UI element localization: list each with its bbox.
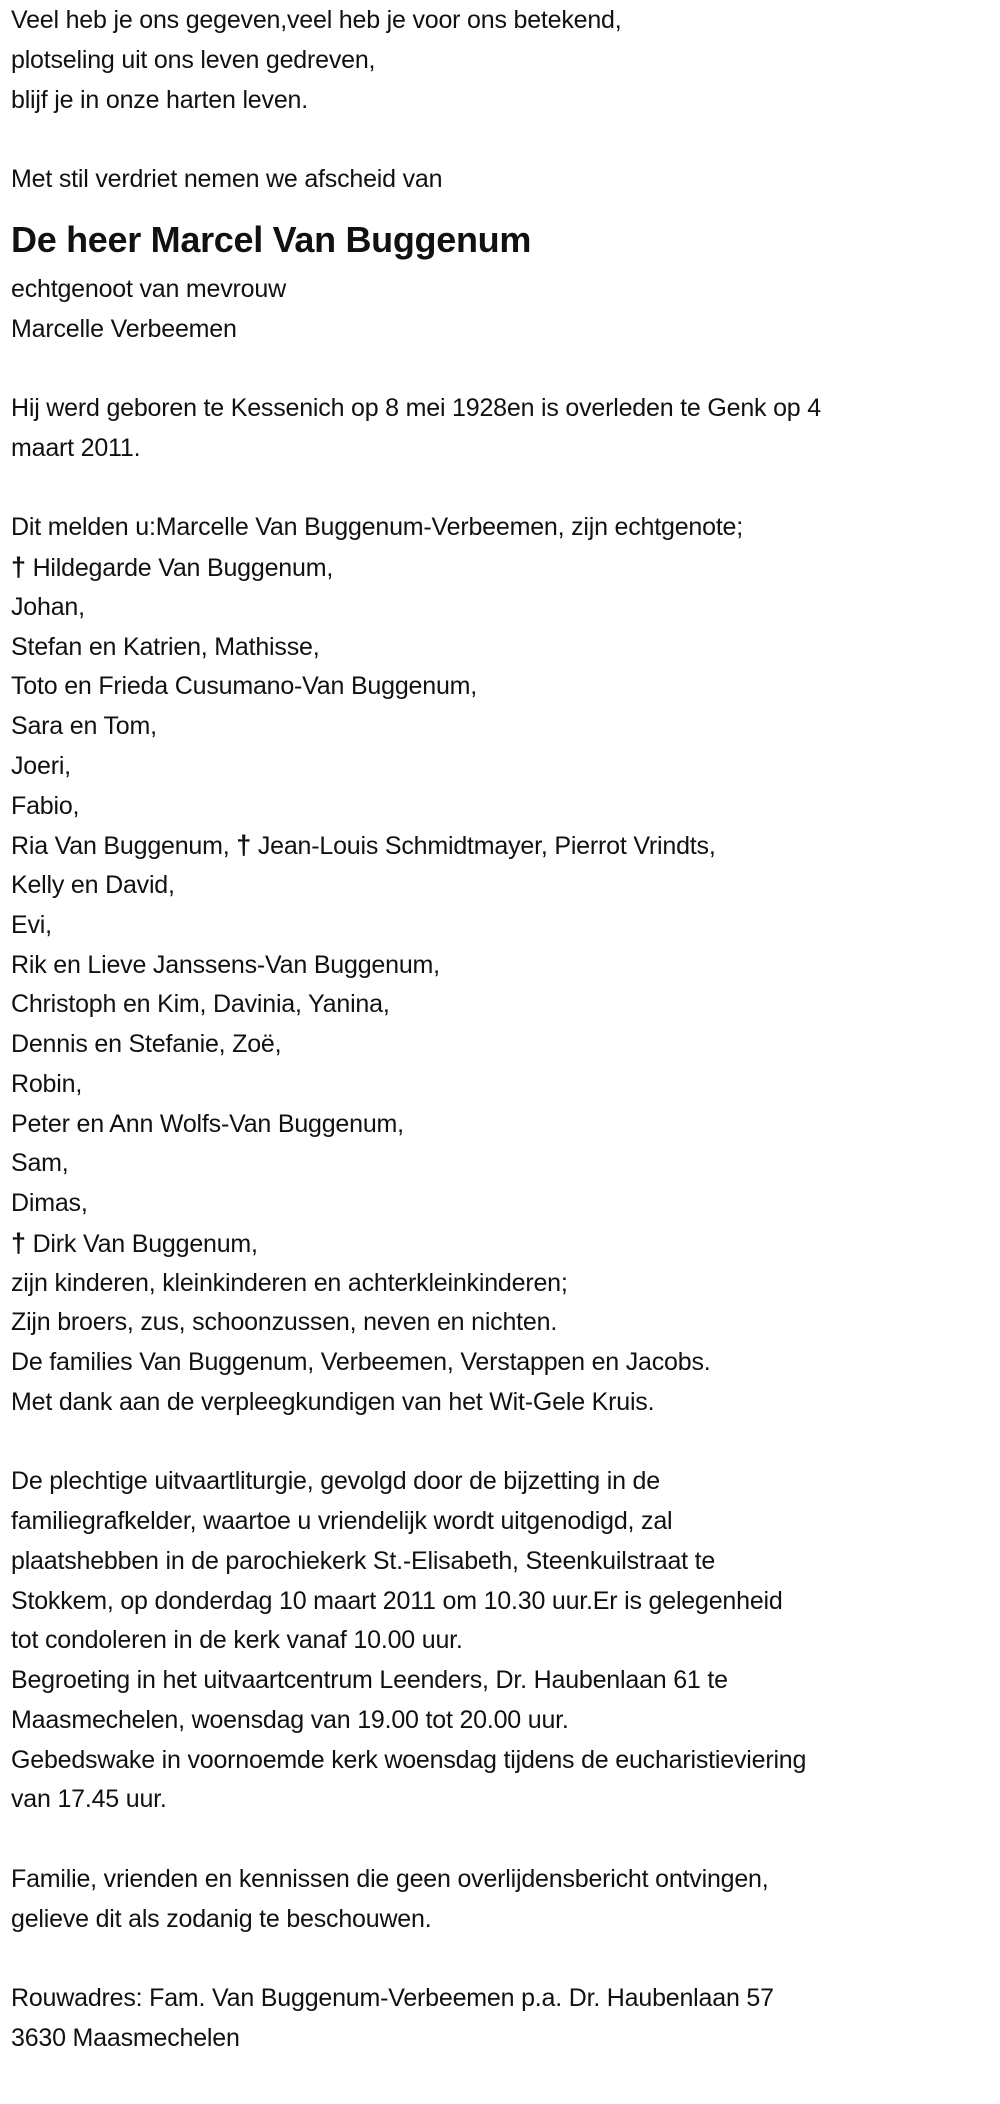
family-name: Jean-Louis Schmidtmayer, Pierrot Vrindts,	[257, 832, 716, 861]
poem-line: Veel heb je ons gegeven,veel heb je voor ons betekend,	[11, 6, 622, 34]
family-list	[11, 508, 1000, 1422]
family-line: Christoph en Kim, Davinia, Yanina,	[11, 990, 390, 1019]
funeral-details	[11, 1462, 1000, 1820]
family-name: Ria Van Buggenum,	[11, 832, 230, 861]
deceased-name: De heer Marcel Van Buggenum	[11, 218, 532, 260]
birth-death-text: maart 2011.	[11, 433, 141, 462]
family-line	[11, 1224, 1000, 1264]
funeral-line: van 17.45 uur.	[11, 1785, 167, 1814]
birth-death-text: Hij werd geboren te Kessenich op 8 mei 1928en is overleden te Genk op 4	[11, 394, 821, 422]
funeral-line: tot condoleren in de kerk vanaf 10.00 uur.	[11, 1626, 463, 1655]
family-line	[11, 548, 1000, 588]
cross-icon: †	[11, 1227, 26, 1258]
poem	[11, 1, 1000, 120]
mourning-address: 3630 Maasmechelen	[11, 2023, 240, 2052]
family-line: Peter en Ann Wolfs-Van Buggenum,	[11, 1109, 404, 1138]
cross-icon: †	[11, 552, 26, 582]
family-line: Dimas,	[11, 1189, 88, 1217]
intro-text: Met stil verdriet nemen we afscheid van	[11, 165, 443, 193]
poem-line: plotseling uit ons leven gedreven,	[11, 45, 376, 74]
poem-line: blijf je in onze harten leven.	[11, 85, 308, 114]
family-line: Met dank aan de verpleegkundigen van het Wit-Gele Kruis.	[11, 1387, 655, 1416]
family-name: Dirk Van Buggenum,	[32, 1229, 258, 1258]
family-name: Hildegarde Van Buggenum,	[32, 554, 334, 582]
funeral-line: plaatshebben in de parochiekerk St.-Elisabeth, Steenkuilstraat te	[11, 1546, 716, 1575]
family-line: Joeri,	[11, 751, 71, 780]
spouse-name: Marcelle Verbeemen	[11, 314, 237, 343]
family-line: Dennis en Stefanie, Zoë,	[11, 1030, 282, 1058]
spouse-line: echtgenoot van mevrouw	[11, 274, 286, 303]
family-line: Robin,	[11, 1069, 83, 1098]
family-line: Sara en Tom,	[11, 712, 157, 740]
funeral-line: Begroeting in het uitvaartcentrum Leenders, Dr. Haubenlaan 61 te	[11, 1666, 728, 1694]
family-line: Dit melden u:Marcelle Van Buggenum-Verbeemen, zijn echtgenote;	[11, 513, 744, 542]
funeral-line: Gebedswake in voornoemde kerk woensdag tijdens de eucharistieviering	[11, 1745, 807, 1774]
family-line: Zijn broers, zus, schoonzussen, neven en nichten.	[11, 1308, 558, 1337]
family-line: De families Van Buggenum, Verbeemen, Verstappen en Jacobs.	[11, 1348, 711, 1376]
family-line: Johan,	[11, 592, 85, 621]
funeral-line: Maasmechelen, woensdag van 19.00 tot 20.00 uur.	[11, 1705, 569, 1734]
cross-icon: †	[236, 830, 252, 861]
family-line: Sam,	[11, 1149, 69, 1178]
family-line: Evi,	[11, 910, 52, 939]
family-line: Stefan en Katrien, Mathisse,	[11, 632, 320, 661]
funeral-line: familiegrafkelder, waartoe u vriendelijk wordt uitgenodigd, zal	[11, 1507, 673, 1535]
notice-line: gelieve dit als zodanig te beschouwen.	[11, 1904, 432, 1933]
family-line: Toto en Frieda Cusumano-Van Buggenum,	[11, 672, 478, 701]
family-line: zijn kinderen, kleinkinderen en achterkleinkinderen;	[11, 1268, 568, 1297]
family-line: Rik en Lieve Janssens-Van Buggenum,	[11, 950, 440, 979]
notice-line: Familie, vrienden en kennissen die geen overlijdensbericht ontvingen,	[11, 1864, 769, 1893]
family-line: Fabio,	[11, 791, 80, 820]
funeral-line: Stokkem, op donderdag 10 maart 2011 om 10.30 uur.Er is gelegenheid	[11, 1586, 783, 1615]
family-line	[11, 826, 1000, 866]
family-line: Kelly en David,	[11, 871, 175, 899]
funeral-line: De plechtige uitvaartliturgie, gevolgd door de bijzetting in de	[11, 1467, 660, 1496]
mourning-address: Rouwadres: Fam. Van Buggenum-Verbeemen p.a. Dr. Haubenlaan 57	[11, 1984, 774, 2012]
